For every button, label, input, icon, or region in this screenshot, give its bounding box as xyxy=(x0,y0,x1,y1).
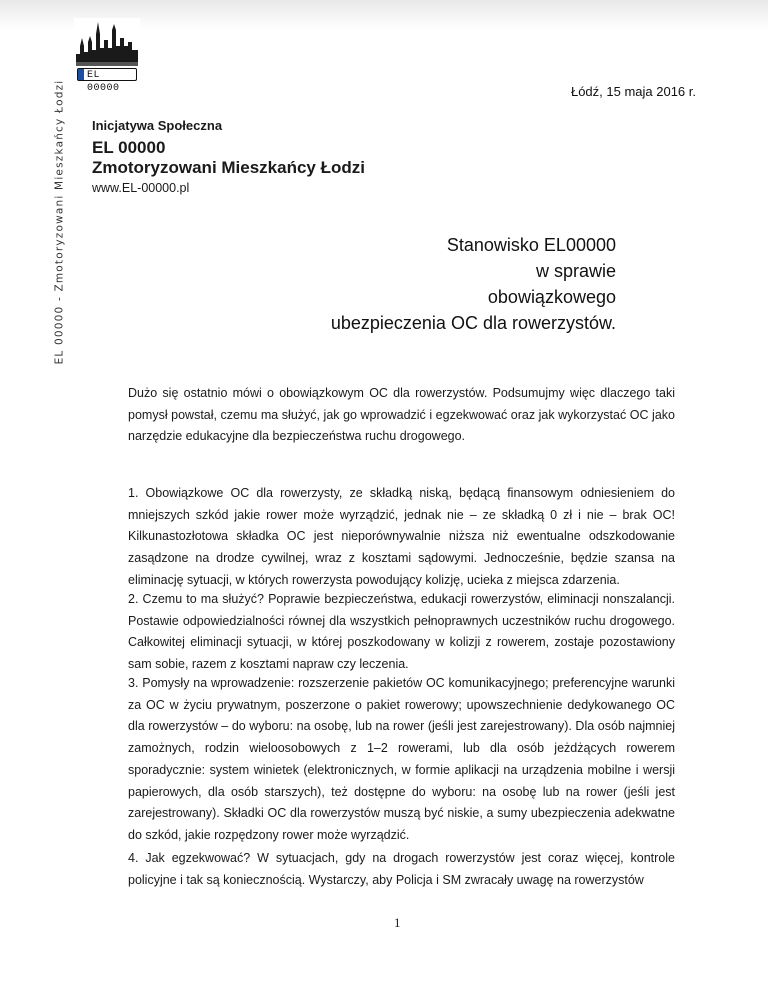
paragraph-2-text: 2. Czemu to ma służyć? Poprawie bezpieczeństwa, edukacji rowerzystów, eliminacji nonszalancji. Postawie odpowiedzialności równej dla wszystkich pełnoprawnych uczestników ruchu drogowego. Całkowitej eliminacji sytuacji, w której poszkodowany w kolizji z rowerem, zostaje pozostawiony sam sobie, razem z kosztami napraw czy leczenia. xyxy=(128,592,675,672)
paragraph-1-text: 1. Obowiązkowe OC dla rowerzysty, ze składką niską, będącą finansowym odniesieniem do mniejszych szkód jakie rower może wyrządzić, jednak nie – ze składką 0 zł i nie – brak OC! Kilkunastozłotowa składka OC jest nieporównywalnie niższa niż ewentualne odszkodowanie zasądzone na drodze cywilnej, wraz z kosztami sądowymi. Jednocześnie, będzie szansa na eliminację sytuacji, w których rowerzysta powodujący kolizję, ucieka z miejsca zdarzenia. xyxy=(128,486,675,587)
title-line-4: ubezpieczenia OC dla rowerzystów. xyxy=(330,313,616,333)
paragraph-2 xyxy=(128,589,675,676)
intro-paragraph xyxy=(128,383,675,448)
document-date: Łódź, 15 maja 2016 r. xyxy=(570,84,696,99)
paragraph-3-text: 3. Pomysły na wprowadzenie: rozszerzenie pakietów OC komunikacyjnego; preferencyjne warunki za OC w życiu prywatnym, poszerzone o pakiet rowerowy; upowszechnienie dedykowanego OC dla rowerzystów – do wyboru: na osobę, lub na rower (jeśli jest zarejestrowany). Dla osób najmniej zamożnych, rodzin wieloosobowych z 1–2 rowerami, lub dla osób jeżdżących rowerem sporadycznie: system winietek (elektronicznych, w formie aplikacji na urządzenia mobilne i wersji papierowych, dla osób starszych), też dostępne do wyboru: na osobę lub na rower (jeśli jest zarejestrowany). Składki OC dla rowerzystów muszą być niskie, a sumy ubezpieczenia adekwatne do szkód, jakie rozpędzony rower może wyrządzić. xyxy=(128,676,675,842)
org-website: www.EL-00000.pl xyxy=(92,181,190,195)
intro-text: Dużo się ostatnio mówi o obowiązkowym OC dla rowerzystów. Podsumujmy więc dlaczego taki pomysł powstał, czemu ma służyć, jak go wprowadzić i egzekwować oraz jak wykorzystać OC jako narzędzie edukacyjne dla bezpieczeństwa ruchu drogowego. xyxy=(128,386,675,444)
title-line-1: Stanowisko EL00000 xyxy=(446,235,616,255)
organization-header xyxy=(92,118,365,195)
side-text-label: EL 00000 - Zmotoryzowani Mieszkańcy Łodzi xyxy=(53,79,66,365)
page-number: 1 xyxy=(394,915,401,930)
paragraph-4 xyxy=(128,848,675,891)
plate-text: EL 00000 xyxy=(87,70,120,94)
org-line-1: Inicjatywa Społeczna xyxy=(92,118,223,133)
paragraph-3 xyxy=(128,673,675,847)
title-line-2: w sprawie xyxy=(535,261,616,281)
eu-band-icon xyxy=(78,69,84,80)
paragraph-1 xyxy=(128,483,675,592)
org-line-3: Zmotoryzowani Mieszkańcy Łodzi xyxy=(92,158,365,177)
vertical-side-text xyxy=(50,79,68,365)
org-line-2: EL 00000 xyxy=(92,138,166,157)
title-line-3: obowiązkowego xyxy=(487,287,616,307)
document-title xyxy=(331,232,616,336)
paragraph-4-text: 4. Jak egzekwować? W sytuacjach, gdy na drogach rowerzystów jest coraz więcej, kontrole policyjne i tak są koniecznością. Wystarczy, aby Policja i SM zwracały uwagę na rowerzystów xyxy=(128,851,675,887)
license-plate xyxy=(77,68,137,94)
